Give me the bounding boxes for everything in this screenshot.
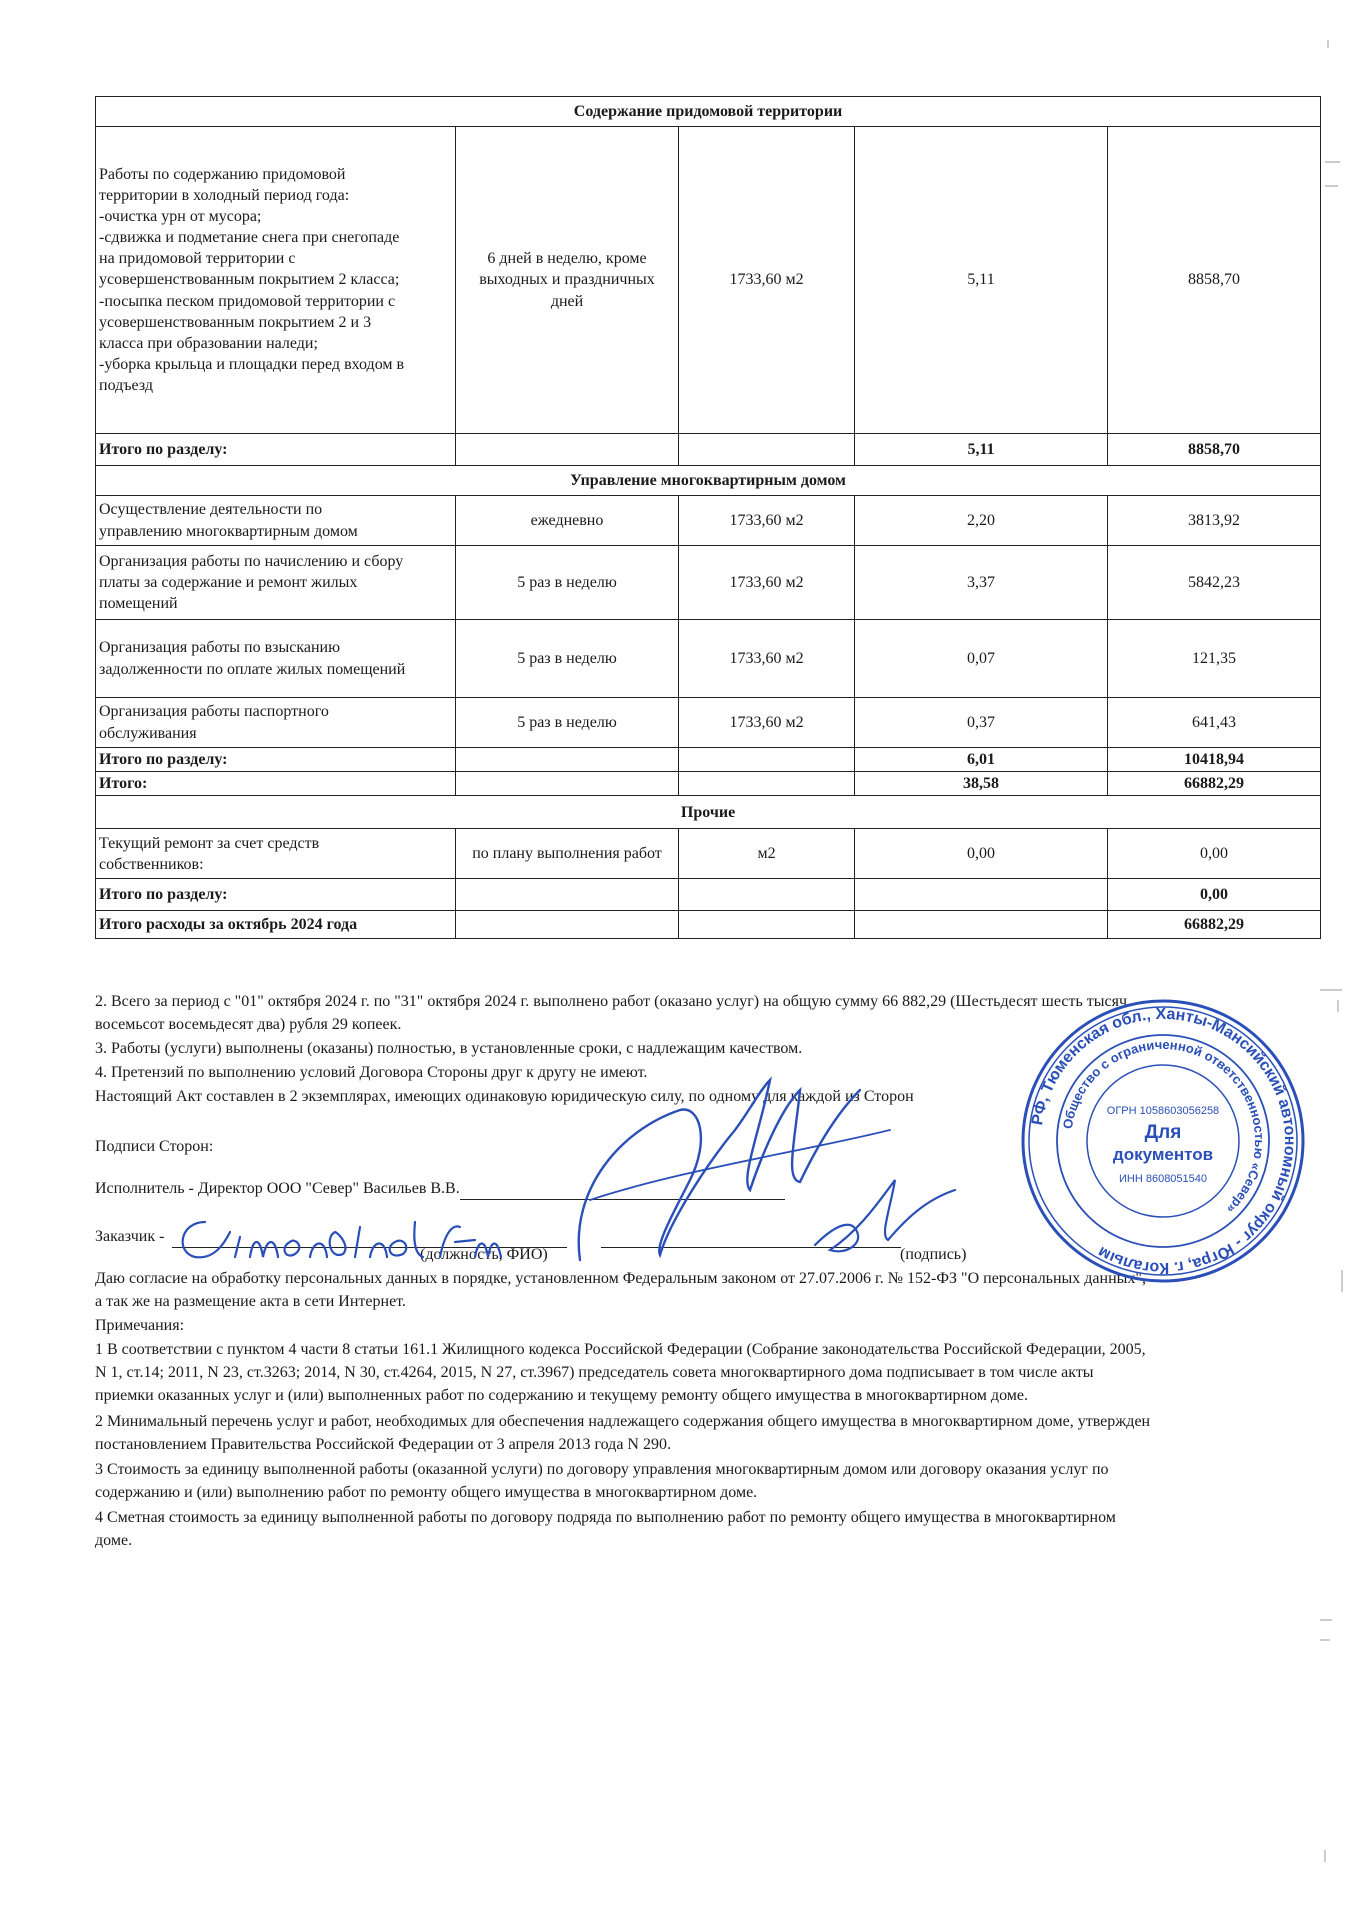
scan-margin-marks <box>1280 0 1358 1920</box>
consent-text: Даю согласие на обработку персональных данных в порядке, установленном Федеральным законом от 27.07.2006 г. № 152-ФЗ "О персональных данных", а так же на размещение акта в сети Интернет. <box>95 1270 1146 1311</box>
paragraph-3: 3. Работы (услуги) выполнены (оказаны) полностью, в установленные сроки, с надлежащим качеством. <box>95 1040 803 1057</box>
paragraph-2: 2. Всего за период с "01" октября 2024 г. по "31" октября 2024 г. выполнено работ (оказано услуг) на общую сумму 66 882,29 (Шестьдесят шесть тысяч восемьсот восемьдесят два) рубля 29 копеек. <box>95 993 1128 1034</box>
work-rate: 0,00 <box>855 829 1108 879</box>
grand-total-rate: 38,58 <box>855 772 1108 796</box>
note-4: 4 Сметная стоимость за единицу выполненной работы по договору подряда по выполнению работ по ремонту общего имущества в многоквартирном доме. <box>95 1509 1116 1550</box>
work-description: Осуществление деятельности по управлению многоквартирным домом <box>96 496 456 546</box>
work-frequency: 6 дней в неделю, кроме выходных и праздничных дней <box>456 127 679 434</box>
work-sum: 8858,70 <box>1108 127 1321 434</box>
empty-cell <box>679 911 855 939</box>
empty-cell <box>456 748 679 772</box>
work-rate: 0,37 <box>855 698 1108 748</box>
section-total-row <box>96 434 1321 466</box>
work-rate: 0,07 <box>855 620 1108 698</box>
table-row <box>96 698 1321 748</box>
empty-cell <box>679 879 855 911</box>
work-sum: 121,35 <box>1108 620 1321 698</box>
work-area: 1733,60 м2 <box>679 496 855 546</box>
work-description: Работы по содержанию придомовой территории в холодный период года: -очистка урн от мусора; -сдвижка и подметание снега при снегопаде на придомовой территории с усовершенствованным покрытием 2 класса; -посыпка песком придомовой территории с усовершенствованным покрытием 2 и 3 класса при образовании наледи; -уборка крыльца и площадки перед входом в подъезд <box>96 127 456 434</box>
svg-text:Общество с ограниченной ответс: Общество с ограниченной ответственностью «Север» <box>1059 1036 1268 1217</box>
work-rate: 2,20 <box>855 496 1108 546</box>
work-rate: 3,37 <box>855 546 1108 620</box>
svg-text:ОГРН 1058603056258: ОГРН 1058603056258 <box>1106 1105 1220 1117</box>
svg-text:документов: документов <box>1112 1145 1214 1164</box>
grand-total-row <box>96 772 1321 796</box>
work-sum: 3813,92 <box>1108 496 1321 546</box>
table-row <box>96 829 1321 879</box>
total-label: Итого по разделу: <box>96 434 456 466</box>
notes-title: Примечания: <box>95 1317 185 1334</box>
work-area: 1733,60 м2 <box>679 698 855 748</box>
svg-text:Для: Для <box>1144 1122 1182 1143</box>
final-total-label: Итого расходы за октябрь 2024 года <box>96 911 456 939</box>
section-title: Содержание придомовой территории <box>96 97 1321 127</box>
table-row <box>96 546 1321 620</box>
work-area: 1733,60 м2 <box>679 127 855 434</box>
table-row <box>96 127 1321 434</box>
section-header-territory <box>96 97 1321 127</box>
work-area: 1733,60 м2 <box>679 620 855 698</box>
empty-cell <box>456 911 679 939</box>
empty-cell <box>679 748 855 772</box>
customer-handwritten-name <box>175 1212 505 1272</box>
executor-signature-scribble <box>560 1070 990 1270</box>
total-sum: 8858,70 <box>1108 434 1321 466</box>
empty-cell <box>456 434 679 466</box>
empty-cell <box>679 772 855 796</box>
work-description: Организация работы по взысканию задолженности по оплате жилых помещений <box>96 620 456 698</box>
work-sum: 0,00 <box>1108 829 1321 879</box>
section-header-other <box>96 796 1321 829</box>
work-sum: 641,43 <box>1108 698 1321 748</box>
works-table <box>95 96 1321 939</box>
paragraph-5: Настоящий Акт составлен в 2 экземплярах, имеющих одинаковую юридическую силу, по одному для каждой из Сторон <box>95 1088 914 1105</box>
customer-label: Заказчик - <box>95 1228 165 1245</box>
section-total-row <box>96 748 1321 772</box>
total-sum: 10418,94 <box>1108 748 1321 772</box>
total-label: Итого по разделу: <box>96 879 456 911</box>
signature-caption: (подпись) <box>900 1246 967 1263</box>
section-header-management <box>96 466 1321 496</box>
total-sum: 0,00 <box>1108 879 1321 911</box>
table-row <box>96 620 1321 698</box>
work-sum: 5842,23 <box>1108 546 1321 620</box>
company-stamp <box>1018 996 1308 1286</box>
section-title: Прочие <box>96 796 1321 829</box>
work-area: 1733,60 м2 <box>679 546 855 620</box>
paragraph-4: 4. Претензий по выполнению условий Договора Стороны друг к другу не имеют. <box>95 1064 648 1081</box>
work-description: Текущий ремонт за счет средств собственников: <box>96 829 456 879</box>
empty-cell <box>855 879 1108 911</box>
position-caption: (должность, ФИО) <box>420 1246 548 1263</box>
work-frequency: ежедневно <box>456 496 679 546</box>
svg-text:РФ, Тюменская обл., Ханты-Манс: РФ, Тюменская обл., Ханты-Мансийский автономный округ - Югра, г. Когалым <box>1029 1005 1299 1277</box>
work-frequency: 5 раз в неделю <box>456 620 679 698</box>
section-title: Управление многоквартирным домом <box>96 466 1321 496</box>
note-2: 2 Минимальный перечень услуг и работ, необходимых для обеспечения надлежащего содержания общего имущества в многоквартирном доме, утвержден постановлением Правительства Российской Федерации от 3 апреля 2013 года N 290. <box>95 1413 1151 1454</box>
table-row <box>96 496 1321 546</box>
section-total-row <box>96 879 1321 911</box>
empty-cell <box>855 911 1108 939</box>
empty-cell <box>456 879 679 911</box>
grand-total-sum: 66882,29 <box>1108 772 1321 796</box>
svg-text:ИНН 8608051540: ИНН 8608051540 <box>1118 1173 1208 1185</box>
signatures-title: Подписи Сторон: <box>95 1138 214 1155</box>
work-area: м2 <box>679 829 855 879</box>
total-label: Итого по разделу: <box>96 748 456 772</box>
grand-total-label: Итого: <box>96 772 456 796</box>
note-3: 3 Стоимость за единицу выполненной работы (оказанной услуги) по договору управления многоквартирным домом или договору оказания услуг по содержанию и (или) выполнению работ по ремонту общего имущества в многоквартирном доме. <box>95 1461 1109 1502</box>
final-total-sum: 66882,29 <box>1108 911 1321 939</box>
work-description: Организация работы по начислению и сбору платы за содержание и ремонт жилых помещений <box>96 546 456 620</box>
empty-cell <box>456 772 679 796</box>
work-frequency: 5 раз в неделю <box>456 546 679 620</box>
final-total-row <box>96 911 1321 939</box>
work-rate: 5,11 <box>855 127 1108 434</box>
total-rate: 5,11 <box>855 434 1108 466</box>
note-1: 1 В соответствии с пунктом 4 части 8 статьи 161.1 Жилищного кодекса Российской Федерации (Собрание законодательства Российской Федерации, 2005, N 1, ст.14; 2011, N 23, ст.3263; 2014, N 30, ст.4264, 2015, N 27, ст.3967) председатель совета многоквартирного дома подписывает в том числе акты приемки оказанных услуг и (или) выполненных работ по содержанию и текущему ремонту общего имущества в многоквартирном доме. <box>95 1341 1146 1405</box>
work-frequency: 5 раз в неделю <box>456 698 679 748</box>
work-frequency: по плану выполнения работ <box>456 829 679 879</box>
total-rate: 6,01 <box>855 748 1108 772</box>
empty-cell <box>679 434 855 466</box>
executor-label: Исполнитель - Директор ООО "Север" Васильев В.В. <box>95 1180 460 1197</box>
work-description: Организация работы паспортного обслуживания <box>96 698 456 748</box>
